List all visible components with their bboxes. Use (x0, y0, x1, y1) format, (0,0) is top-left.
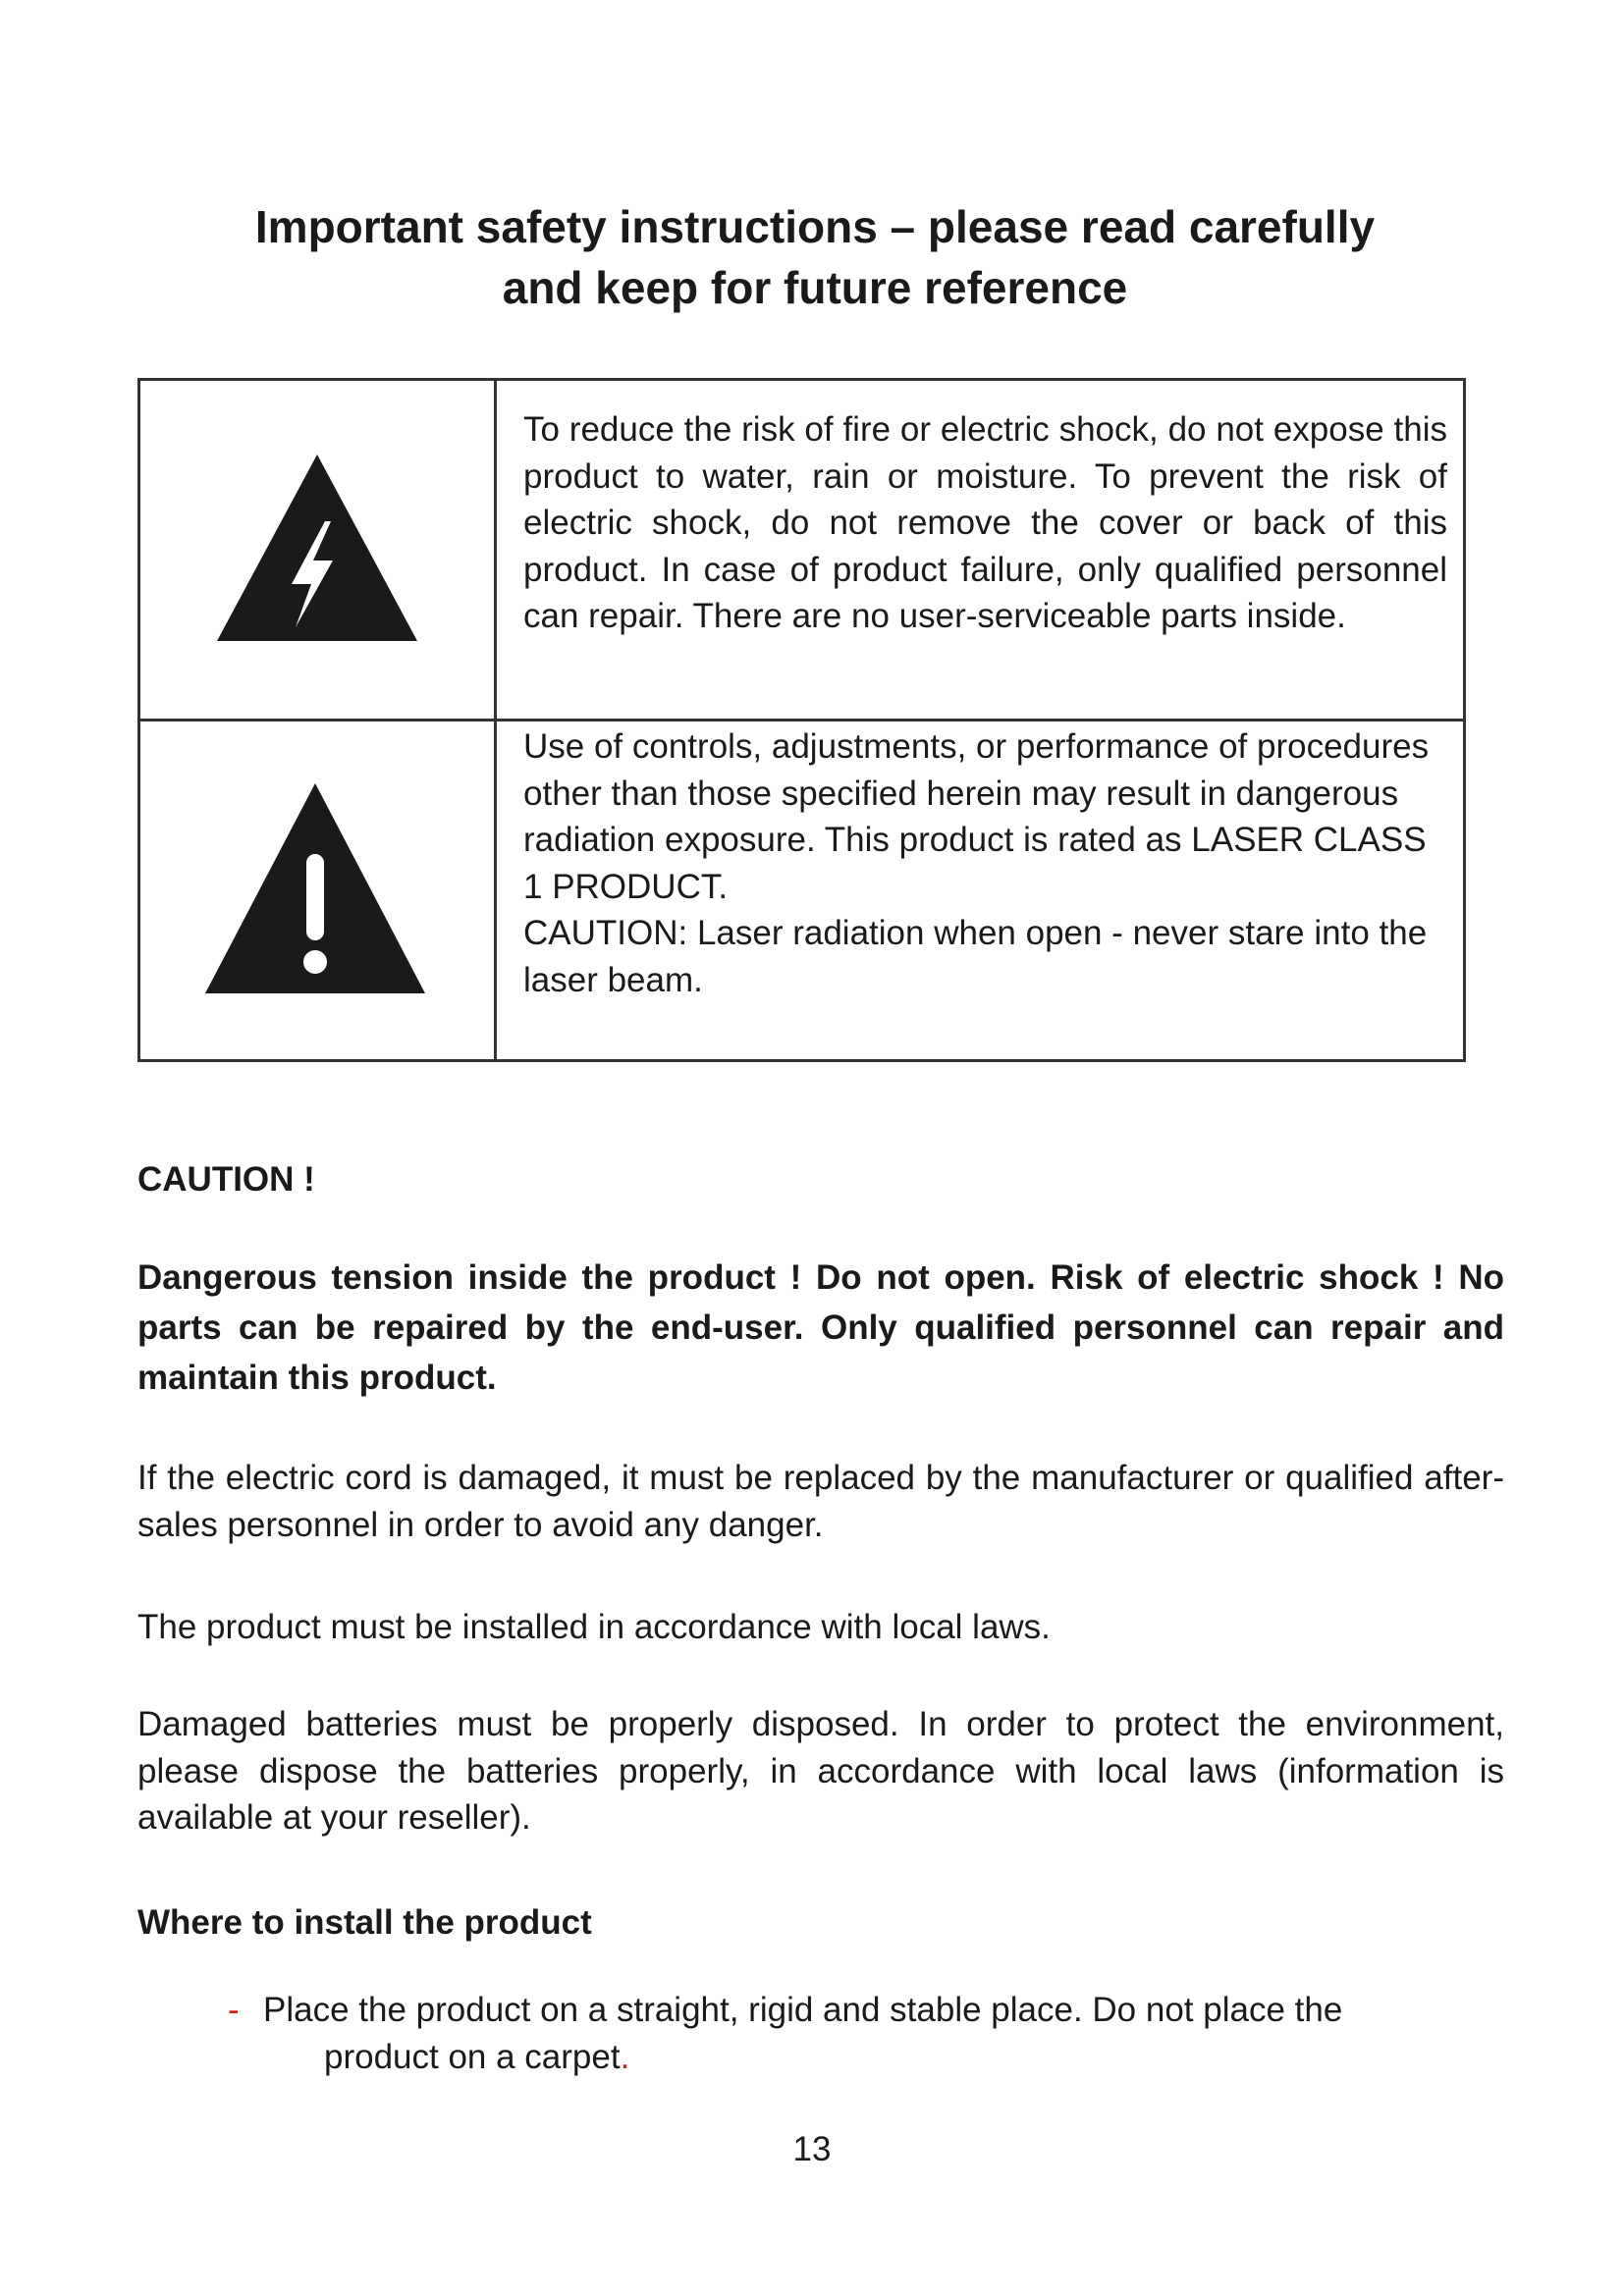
warning-row-electric (139, 380, 1465, 721)
warning-text-laser (496, 721, 1465, 1061)
local-laws-paragraph: The product must be installed in accordance with local laws. (137, 1608, 1051, 1646)
electric-cord-paragraph: If the electric cord is damaged, it must be replaced by the manufacturer or qualified after-sales personnel in order to avoid any danger. (137, 1459, 1504, 1544)
warning-text-electric (496, 380, 1465, 721)
bullet-text-line-2: product on a carpet (324, 2037, 621, 2076)
caution-heading: CAUTION ! (137, 1160, 315, 1199)
page-title-line-2: and keep for future reference (502, 262, 1128, 313)
bullet-marker: - (228, 1991, 240, 2029)
batteries-paragraph: Damaged batteries must be properly disposed. In order to protect the environment, please dispose the batteries properly, in accordance with local laws (information is available at your reseller). (137, 1705, 1504, 1837)
warning-row-laser (139, 721, 1465, 1061)
warning-text: To reduce the risk of fire or electric shock, do not expose this product to water, rain or moisture. To prevent the risk of electric shock, do not remove the cover or back of this product. In case of product failure, only qualified personnel can repair. There are no user-serviceable parts inside. (523, 410, 1447, 635)
bullet-text-line-1: Place the product on a straight, rigid and stable place. Do not place the (263, 1991, 1343, 2029)
electric-shock-warning-icon (209, 445, 425, 651)
warning-table (137, 378, 1466, 1062)
exclamation-warning-icon (199, 775, 435, 1001)
bullet-text-line-2-wrap (228, 2034, 1445, 2081)
install-bullet-item (228, 1987, 1445, 2080)
bullet-end-mark: . (620, 2037, 630, 2076)
warning-text: Use of controls, adjustments, or performance of procedures other than those specified herein may result in dangerous radiation exposure. This product is rated as LASER CLASS 1 PRODUCT. CAUTION: Laser radiation when open - never stare into the laser beam. (523, 727, 1430, 999)
page-title (147, 196, 1483, 318)
page-number: 13 (792, 2130, 832, 2168)
warning-icon-cell (139, 380, 496, 721)
install-heading: Where to install the product (137, 1903, 592, 1942)
page-title-line-1: Important safety instructions – please read carefully (254, 201, 1376, 252)
warning-icon-cell (139, 721, 496, 1061)
caution-body: Dangerous tension inside the product ! Do not open. Risk of electric shock ! No parts can be repaired by the end-user. Only qualified personnel can repair and maintain this product. (137, 1258, 1504, 1397)
